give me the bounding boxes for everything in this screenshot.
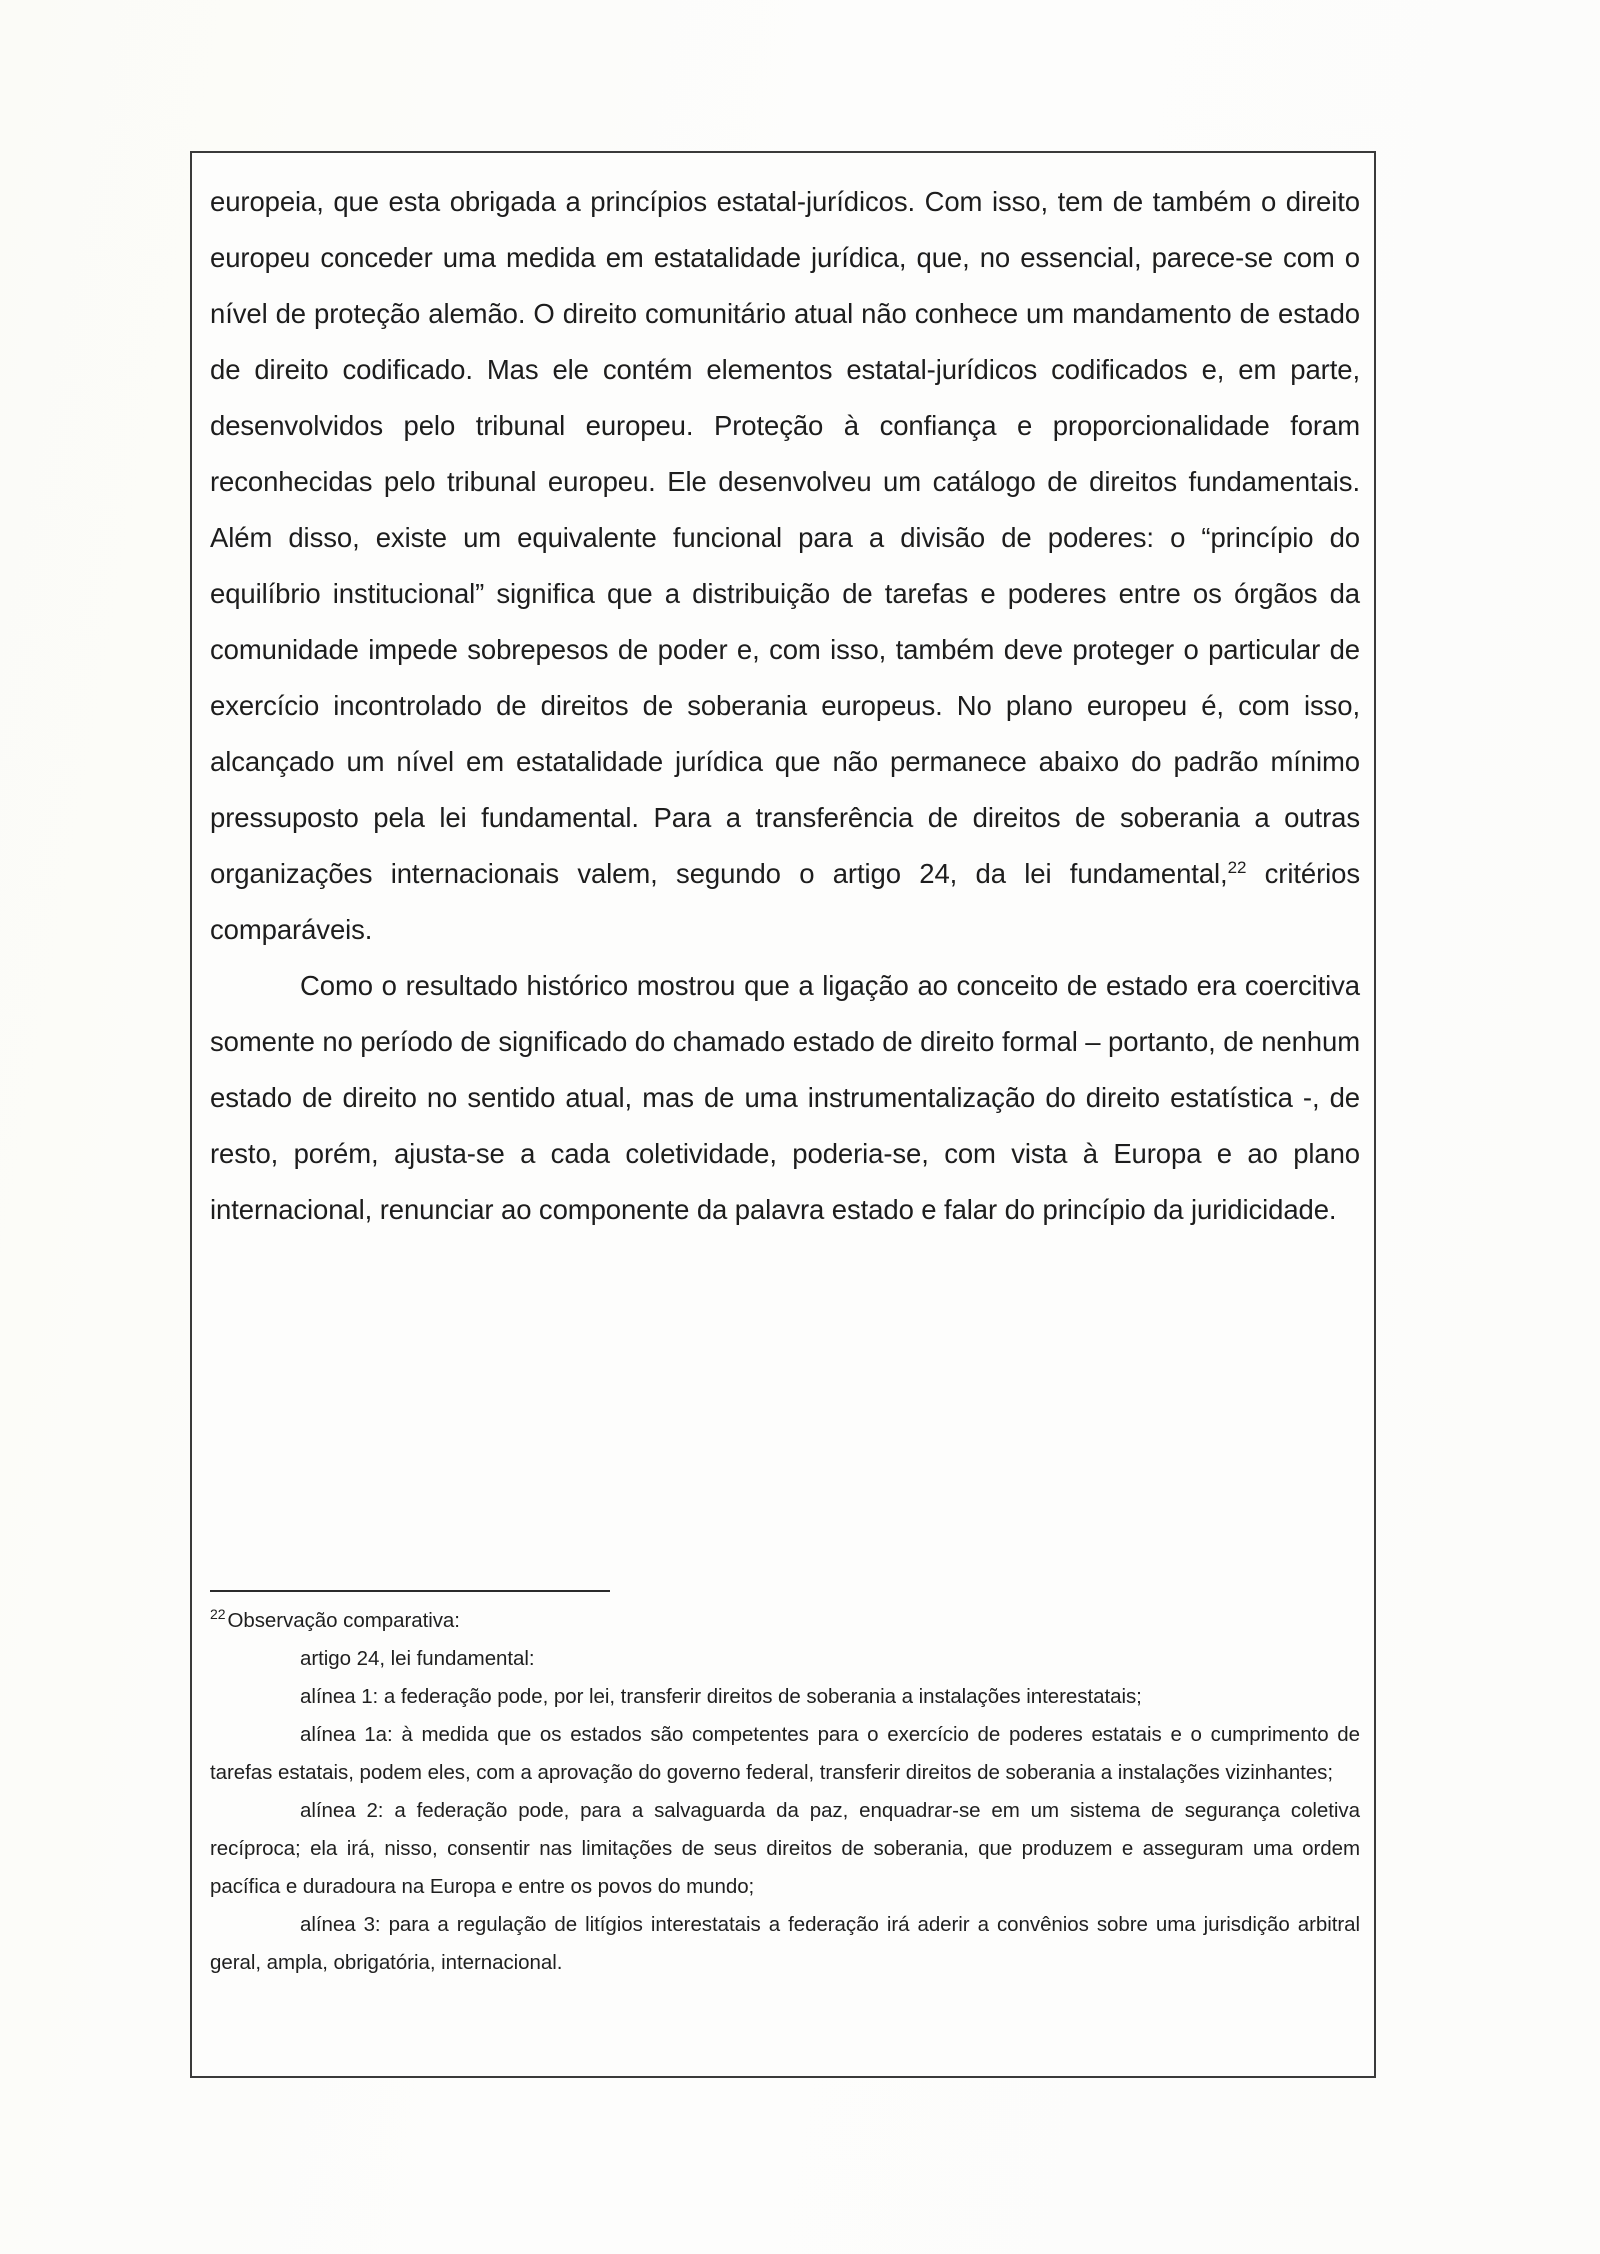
footnote-entry-alinea-1: alínea 1: a federação pode, por lei, transferir direitos de soberania a instalações interestatais; [300, 1685, 1142, 1708]
footnote-section [210, 1590, 1360, 1982]
footnote-entry-alinea-3: alínea 3: para a regulação de litígios interestatais a federação irá aderir a convênios sobre uma jurisdição arbitral geral, ampla, obrigatória, internacional. [210, 1913, 1360, 1974]
paragraph-continuation [210, 174, 1360, 958]
paragraph-continuation-text-part2: critérios comparáveis. [210, 858, 1361, 945]
footnote-intro [210, 1602, 1360, 1640]
footnote-entry-alinea-2: alínea 2: a federação pode, para a salvaguarda da paz, enquadrar-se em um sistema de segurança coletiva recíproca; ela irá, nisso, consentir nas limitações de seus direitos de soberania, que produzem e asseguram uma ordem pacífica e duradoura na Europa e entre os povos do mundo; [210, 1799, 1360, 1898]
footnote-number-22: 22 [210, 1606, 226, 1623]
footnote-intro-text: Observação comparativa: [227, 1609, 460, 1632]
body-text-column [210, 160, 1360, 1238]
footnote-separator-rule [210, 1590, 610, 1592]
footnote-entry-alinea-1a: alínea 1a: à medida que os estados são competentes para o exercício de poderes estatais e o cumprimento de tarefas estatais, podem eles, com a aprovação do governo federal, transferir direitos de soberania a instalações vizinhantes; [210, 1723, 1360, 1784]
paragraph-continuation-text-part1: europeia, que esta obrigada a princípios estatal-jurídicos. Com isso, tem de também o direito europeu conceder uma medida em estatalidade jurídica, que, no essencial, parece-se com o nível de proteção alemão. O direito comunitário atual não conhece um mandamento de estado de direito codificado. Mas ele contém elementos estatal-jurídicos codificados e, em parte, desenvolvidos pelo tribunal europeu. Proteção à confiança e proporcionalidade foram reconhecidas pelo tribunal europeu. Ele desenvolveu um catálogo de direitos fundamentais. Além disso, existe um equivalente funcional para a divisão de poderes: o “princípio do equilíbrio institucional” significa que a distribuição de tarefas e poderes entre os órgãos da comunidade impede sobrepesos de poder e, com isso, também deve proteger o particular de exercício incontrolado de direitos de soberania europeus. No plano europeu é, com isso, alcançado um nível em estatalidade jurídica que não permanece abaixo do padrão mínimo pressuposto pela lei fundamental. Para a transferência de direitos de soberania a outras organizações internacionais valem, segundo o artigo 24, da lei fundamental, [210, 186, 1360, 889]
footnote-reference-22[interactable]: 22 [1227, 857, 1247, 877]
footnote-entry-artigo-24: artigo 24, lei fundamental: [300, 1647, 535, 1670]
paragraph-conclusion: Como o resultado histórico mostrou que a ligação ao conceito de estado era coercitiva somente no período de significado do chamado estado de direito formal – portanto, de nenhum estado de direito no sentido atual, mas de uma instrumentalização do direito estatística -, de resto, porém, ajusta-se a cada coletividade, poderia-se, com vista à Europa e ao plano internacional, renunciar ao componente da palavra estado e falar do princípio da juridicidade. [210, 970, 1360, 1225]
